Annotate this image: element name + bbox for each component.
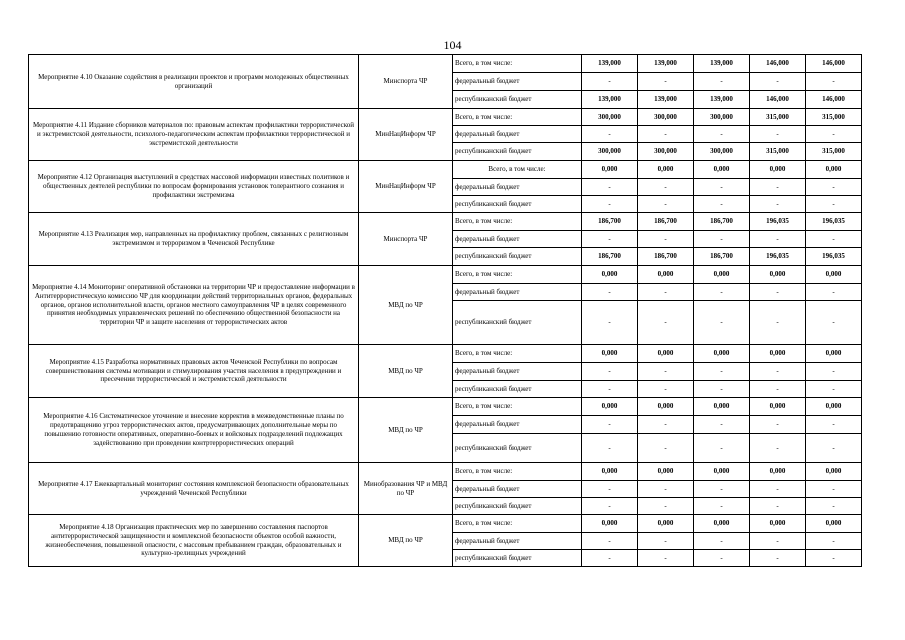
- funding-source-label: Всего, в том числе:: [453, 266, 582, 284]
- funding-source-label: республиканский бюджет: [453, 301, 582, 345]
- funding-value: 0,000: [806, 515, 862, 533]
- funding-value: 186,700: [694, 248, 750, 266]
- funding-value: -: [638, 231, 694, 248]
- funding-value: -: [694, 179, 750, 196]
- funding-value: -: [694, 481, 750, 498]
- funding-value: 0,000: [750, 515, 806, 533]
- funding-value: 146,000: [806, 91, 862, 109]
- funding-value: -: [750, 481, 806, 498]
- table-row: [29, 515, 862, 533]
- measure-executor: Минобразования ЧР и МВД по ЧР: [359, 463, 453, 515]
- table-row: [29, 213, 862, 231]
- funding-value: -: [806, 196, 862, 213]
- funding-value: 196,035: [750, 248, 806, 266]
- funding-source-label: республиканский бюджет: [453, 196, 582, 213]
- funding-value: 0,000: [750, 398, 806, 416]
- measure-executor: МВД по ЧР: [359, 345, 453, 398]
- funding-value: -: [806, 381, 862, 398]
- funding-value: -: [694, 284, 750, 301]
- funding-value: -: [582, 550, 638, 567]
- funding-source-label: республиканский бюджет: [453, 248, 582, 266]
- funding-value: -: [750, 550, 806, 567]
- funding-value: -: [582, 481, 638, 498]
- funding-value: -: [694, 231, 750, 248]
- funding-value: -: [638, 301, 694, 345]
- funding-value: -: [750, 363, 806, 381]
- measure-executor: Минспорта ЧР: [359, 55, 453, 109]
- funding-value: -: [638, 179, 694, 196]
- funding-value: 0,000: [638, 266, 694, 284]
- funding-value: 0,000: [806, 345, 862, 363]
- funding-value: -: [638, 381, 694, 398]
- funding-value: 0,000: [582, 161, 638, 179]
- funding-value: 139,000: [694, 91, 750, 109]
- funding-value: 315,000: [750, 109, 806, 126]
- table-row: [29, 463, 862, 481]
- funding-source-label: республиканский бюджет: [453, 91, 582, 109]
- funding-value: 300,000: [582, 143, 638, 161]
- funding-value: 146,000: [750, 55, 806, 73]
- funding-value: 0,000: [694, 463, 750, 481]
- funding-source-label: федеральный бюджет: [453, 126, 582, 143]
- funding-value: 186,700: [638, 213, 694, 231]
- funding-source-label: республиканский бюджет: [453, 434, 582, 463]
- funding-value: -: [694, 363, 750, 381]
- funding-source-label: Всего, в том числе:: [453, 109, 582, 126]
- funding-value: -: [582, 284, 638, 301]
- table-row: [29, 161, 862, 179]
- funding-value: 0,000: [582, 463, 638, 481]
- funding-value: -: [638, 284, 694, 301]
- funding-value: -: [750, 73, 806, 91]
- funding-value: 300,000: [582, 109, 638, 126]
- funding-value: -: [694, 381, 750, 398]
- funding-value: 0,000: [582, 266, 638, 284]
- funding-value: -: [582, 231, 638, 248]
- funding-value: -: [638, 498, 694, 515]
- page-number: 104: [443, 38, 462, 52]
- funding-value: -: [638, 363, 694, 381]
- funding-source-label: федеральный бюджет: [453, 416, 582, 434]
- funding-value: -: [750, 434, 806, 463]
- funding-value: -: [582, 416, 638, 434]
- funding-value: -: [694, 196, 750, 213]
- table-row: [29, 55, 862, 73]
- funding-value: -: [694, 416, 750, 434]
- funding-value: -: [806, 416, 862, 434]
- funding-value: -: [582, 301, 638, 345]
- funding-value: 0,000: [806, 398, 862, 416]
- funding-value: -: [694, 126, 750, 143]
- funding-value: -: [750, 231, 806, 248]
- table-row: [29, 345, 862, 363]
- measure-executor: МВД по ЧР: [359, 515, 453, 567]
- funding-value: 0,000: [638, 463, 694, 481]
- funding-value: -: [750, 533, 806, 550]
- funding-source-label: федеральный бюджет: [453, 231, 582, 248]
- funding-value: -: [806, 481, 862, 498]
- funding-value: -: [638, 481, 694, 498]
- funding-value: 196,035: [806, 248, 862, 266]
- funding-source-label: федеральный бюджет: [453, 73, 582, 91]
- funding-source-label: республиканский бюджет: [453, 550, 582, 567]
- funding-value: 0,000: [694, 266, 750, 284]
- funding-value: 0,000: [638, 515, 694, 533]
- funding-value: -: [582, 434, 638, 463]
- funding-value: -: [806, 533, 862, 550]
- funding-source-label: Всего, в том числе:: [453, 463, 582, 481]
- measure-description: Мероприятие 4.15 Разработка нормативных правовых актов Чеченской Республики по вопросам совершенствования системы мотивации и стимулирования участия населения в предупреждении и пресечении террористической и экстремистской деятельности: [29, 345, 359, 398]
- funding-value: -: [750, 416, 806, 434]
- measure-description: Мероприятие 4.14 Мониторинг оперативной обстановки на территории ЧР и предоставление информации в Антитеррористическую комиссию ЧР для координации действий территориальных органов, федеральных органов, органов исполнительной власти, органов местного самоуправления ЧР в целях современного принятия необходимых управленческих решений по обеспечению общественной безопасности на территории ЧР и защите населения от террористических актов: [29, 266, 359, 345]
- funding-source-label: федеральный бюджет: [453, 533, 582, 550]
- funding-value: -: [750, 179, 806, 196]
- funding-value: 146,000: [750, 91, 806, 109]
- funding-value: 300,000: [694, 143, 750, 161]
- funding-source-label: Всего, в том числе:: [453, 213, 582, 231]
- measure-executor: МВД по ЧР: [359, 398, 453, 463]
- funding-value: 0,000: [582, 515, 638, 533]
- funding-value: 0,000: [750, 345, 806, 363]
- funding-source-label: республиканский бюджет: [453, 498, 582, 515]
- funding-value: 0,000: [638, 161, 694, 179]
- funding-value: -: [806, 231, 862, 248]
- funding-value: -: [638, 533, 694, 550]
- funding-value: 186,700: [694, 213, 750, 231]
- funding-source-label: федеральный бюджет: [453, 363, 582, 381]
- funding-value: -: [806, 498, 862, 515]
- funding-value: -: [582, 126, 638, 143]
- funding-value: 0,000: [582, 345, 638, 363]
- funding-value: -: [806, 179, 862, 196]
- funding-value: -: [750, 126, 806, 143]
- funding-value: -: [582, 533, 638, 550]
- funding-value: 0,000: [806, 266, 862, 284]
- measure-description: Мероприятие 4.12 Организация выступлений в средствах массовой информации известных политиков и общественных деятелей республики по вопросам формирования установок толерантного сознания и профилактики экстремизма: [29, 161, 359, 213]
- funding-value: 0,000: [638, 345, 694, 363]
- funding-value: -: [638, 416, 694, 434]
- funding-value: -: [582, 381, 638, 398]
- funding-value: 0,000: [806, 463, 862, 481]
- measure-executor: МинНацИнформ ЧР: [359, 161, 453, 213]
- funding-value: 0,000: [694, 398, 750, 416]
- funding-value: -: [582, 498, 638, 515]
- funding-value: -: [806, 284, 862, 301]
- funding-source-label: федеральный бюджет: [453, 284, 582, 301]
- funding-value: 300,000: [694, 109, 750, 126]
- funding-value: 139,000: [638, 91, 694, 109]
- funding-value: 0,000: [638, 398, 694, 416]
- funding-value: 0,000: [750, 463, 806, 481]
- measure-description: Мероприятие 4.18 Организация практических мер по завершению составления паспортов антитеррористической защищенности и комплексной безопасности объектов особой важности, жизнеобеспечения, повышенной опасности, с массовым пребыванием граждан, образовательных и культурно-зрелищных учреждений: [29, 515, 359, 567]
- funding-value: -: [806, 363, 862, 381]
- funding-value: -: [750, 284, 806, 301]
- funding-value: 0,000: [694, 515, 750, 533]
- funding-value: 315,000: [750, 143, 806, 161]
- measure-description: Мероприятие 4.10 Оказание содействия в реализации проектов и программ молодежных общественных организаций: [29, 55, 359, 109]
- funding-value: 186,700: [582, 248, 638, 266]
- funding-value: -: [582, 179, 638, 196]
- funding-value: -: [694, 301, 750, 345]
- funding-value: -: [806, 73, 862, 91]
- measure-description: Мероприятие 4.16 Систематическое уточнение и внесение корректив в межведомственные планы по предотвращению угроз террористических актов, предусматривающих дополнительные меры по повышению готовности оперативных, оперативно-боевых и войсковых подразделений подлежащих задействованию при проведении контртеррористических операций: [29, 398, 359, 463]
- funding-source-label: Всего, в том числе:: [453, 161, 582, 179]
- measure-executor: Минспорта ЧР: [359, 213, 453, 266]
- funding-value: -: [806, 434, 862, 463]
- funding-value: -: [806, 550, 862, 567]
- funding-source-label: республиканский бюджет: [453, 381, 582, 398]
- funding-value: -: [694, 533, 750, 550]
- funding-value: 146,000: [806, 55, 862, 73]
- funding-source-label: федеральный бюджет: [453, 179, 582, 196]
- funding-value: -: [638, 434, 694, 463]
- funding-value: -: [750, 381, 806, 398]
- funding-value: 186,700: [638, 248, 694, 266]
- funding-source-label: Всего, в том числе:: [453, 398, 582, 416]
- funding-value: -: [750, 196, 806, 213]
- funding-source-label: Всего, в том числе:: [453, 55, 582, 73]
- measures-table: [28, 54, 862, 567]
- funding-value: -: [582, 363, 638, 381]
- funding-source-label: Всего, в том числе:: [453, 515, 582, 533]
- table-row: [29, 109, 862, 126]
- funding-value: 315,000: [806, 143, 862, 161]
- funding-value: 0,000: [750, 161, 806, 179]
- funding-source-label: республиканский бюджет: [453, 143, 582, 161]
- funding-value: -: [806, 126, 862, 143]
- funding-value: 300,000: [638, 109, 694, 126]
- funding-value: 139,000: [638, 55, 694, 73]
- table-row: [29, 398, 862, 416]
- funding-value: 0,000: [750, 266, 806, 284]
- funding-source-label: Всего, в том числе:: [453, 345, 582, 363]
- funding-value: 139,000: [582, 91, 638, 109]
- measure-description: Мероприятие 4.11 Издание сборников материалов по: правовым аспектам профилактики террористической и экстремистской деятельности, психолого-педагогическим аспектам профилактики террористической и экстремистской деятельности: [29, 109, 359, 161]
- measure-description: Мероприятие 4.17 Ежеквартальный мониторинг состояния комплексной безопасности образовательных учреждений Чеченской Республики: [29, 463, 359, 515]
- funding-value: -: [638, 550, 694, 567]
- funding-value: -: [582, 196, 638, 213]
- funding-value: 0,000: [694, 345, 750, 363]
- funding-value: -: [638, 196, 694, 213]
- funding-value: 315,000: [806, 109, 862, 126]
- funding-value: 0,000: [582, 398, 638, 416]
- funding-value: 196,035: [750, 213, 806, 231]
- measure-executor: МВД по ЧР: [359, 266, 453, 345]
- funding-value: -: [638, 126, 694, 143]
- funding-value: -: [806, 301, 862, 345]
- funding-value: -: [638, 73, 694, 91]
- funding-value: -: [694, 434, 750, 463]
- funding-value: -: [694, 498, 750, 515]
- table-row: [29, 266, 862, 284]
- measure-executor: МинНацИнформ ЧР: [359, 109, 453, 161]
- funding-value: 300,000: [638, 143, 694, 161]
- funding-value: 0,000: [694, 161, 750, 179]
- funding-value: -: [750, 301, 806, 345]
- funding-value: -: [694, 550, 750, 567]
- funding-value: -: [750, 498, 806, 515]
- funding-value: 139,000: [582, 55, 638, 73]
- funding-source-label: федеральный бюджет: [453, 481, 582, 498]
- funding-value: 186,700: [582, 213, 638, 231]
- funding-value: 196,035: [806, 213, 862, 231]
- funding-value: -: [694, 73, 750, 91]
- funding-value: 139,000: [694, 55, 750, 73]
- funding-value: -: [582, 73, 638, 91]
- measure-description: Мероприятие 4.13 Реализация мер, направленных на профилактику проблем, связанных с религиозным экстремизмом и терроризмом в Чеченской Республике: [29, 213, 359, 266]
- measures-table-body: [29, 55, 862, 567]
- funding-value: 0,000: [806, 161, 862, 179]
